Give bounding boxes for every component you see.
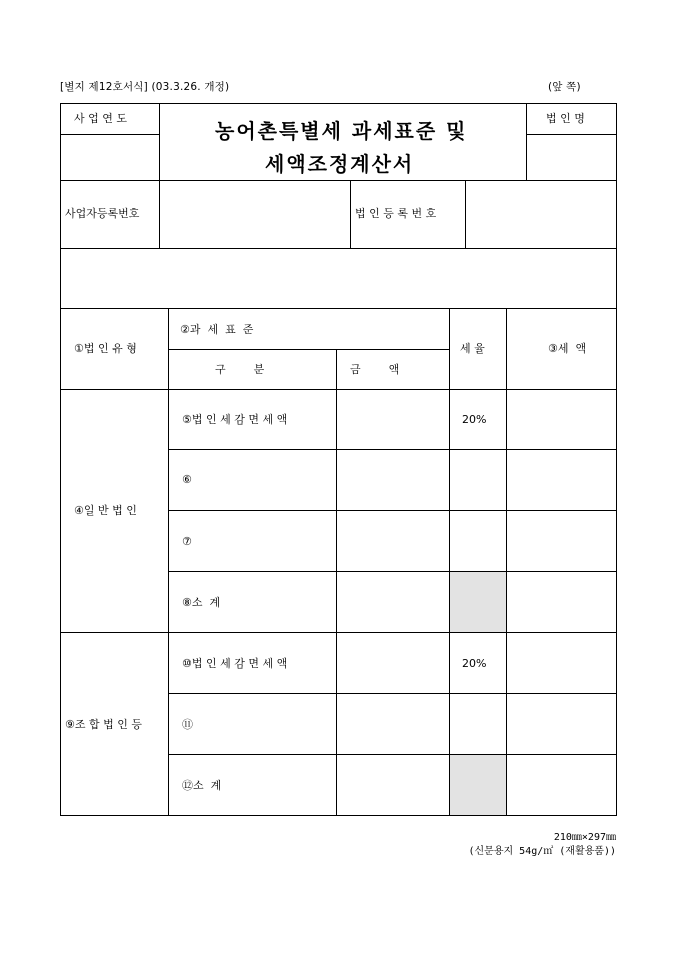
page-side: (앞 쪽) bbox=[548, 81, 581, 93]
general-corp-label: ④일 반 법 인 bbox=[74, 504, 137, 517]
tax-rate-header: 세 율 bbox=[460, 342, 485, 355]
paper-type: (신문용지 54g/㎡ (재활용품)) bbox=[468, 846, 616, 857]
paper-size: 210㎜×297㎜ bbox=[553, 832, 616, 843]
tax-amount-header: ③세 액 bbox=[548, 342, 587, 355]
row-label: ⑩법 인 세 감 면 세 액 bbox=[182, 657, 288, 670]
row-label: ⑪ bbox=[182, 718, 193, 731]
coop-corp-label: ⑨조 합 법 인 등 bbox=[65, 718, 142, 731]
row-label: ⑧소 계 bbox=[182, 596, 221, 609]
biz-reg-no-label: 사업자등록번호 bbox=[65, 207, 140, 220]
row-label: ⑤법 인 세 감 면 세 액 bbox=[182, 413, 288, 426]
corp-reg-no-label: 법 인 등 록 번 호 bbox=[355, 207, 437, 220]
tax-base-header: ②과 세 표 준 bbox=[180, 323, 254, 336]
row-rate: 20% bbox=[462, 657, 487, 670]
corp-type-header: ①법 인 유 형 bbox=[74, 342, 137, 355]
business-year-label: 사 업 연 도 bbox=[74, 112, 127, 125]
form-number: [별지 제12호서식] (03.3.26. 개정) bbox=[60, 81, 230, 93]
row-rate: 20% bbox=[462, 413, 487, 426]
row-label: ⑦ bbox=[182, 535, 192, 548]
row-label: ⑥ bbox=[182, 473, 192, 486]
shaded-rate-subtotal-coop bbox=[450, 755, 506, 815]
form-title-line1: 농어촌특별세 과세표준 및 bbox=[215, 119, 468, 143]
row-label: ⑫소 계 bbox=[182, 779, 222, 792]
tax-form bbox=[60, 103, 616, 815]
form-title-line2: 세액조정계산서 bbox=[265, 152, 415, 176]
shaded-rate-subtotal-general bbox=[450, 572, 506, 632]
corp-name-label: 법 인 명 bbox=[546, 112, 585, 125]
amount-subheader: 금 액 bbox=[350, 363, 400, 376]
category-subheader: 구 분 bbox=[215, 363, 265, 376]
